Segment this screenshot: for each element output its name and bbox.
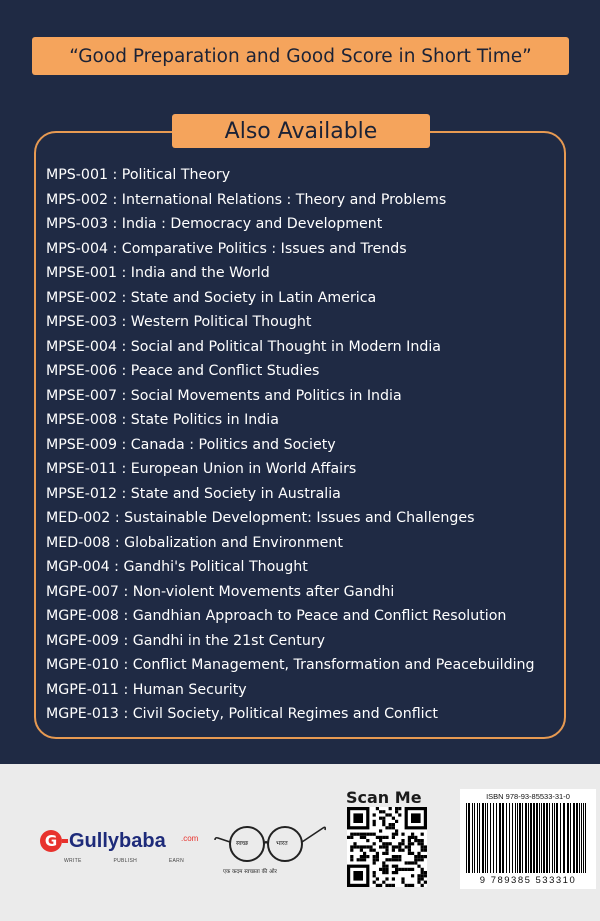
- course-item: MPSE-011 : European Union in World Affairs: [46, 461, 357, 477]
- isbn-label: ISBN 978-93-85533-31-0: [486, 792, 570, 801]
- course-list: [46, 163, 562, 727]
- bharat-word: भारत: [276, 840, 288, 847]
- publisher-domain: .com: [181, 834, 199, 843]
- qr-code: [347, 807, 427, 887]
- gandhi-glasses-icon: [213, 818, 328, 868]
- isbn-barcode: [460, 789, 596, 889]
- tag-earn: EARN: [168, 858, 184, 864]
- logo-dash: [62, 839, 68, 843]
- swachh-bharat-logo: [213, 818, 328, 878]
- course-item: MPS-003 : India : Democracy and Development: [46, 216, 383, 232]
- barcode-icon: [464, 803, 592, 875]
- course-item: MGP-004 : Gandhi's Political Thought: [46, 559, 308, 575]
- course-item: MED-002 : Sustainable Development: Issues and Challenges: [46, 510, 475, 526]
- course-item: MPSE-001 : India and the World: [46, 265, 270, 281]
- course-item: MPSE-008 : State Politics in India: [46, 412, 279, 428]
- course-item: MPSE-009 : Canada : Politics and Society: [46, 436, 336, 453]
- course-item: MGPE-011 : Human Security: [46, 681, 247, 698]
- course-item: MGPE-010 : Conflict Management, Transformation and Peacebuilding: [46, 657, 535, 673]
- course-item: MPS-001 : Political Theory: [46, 167, 231, 183]
- scan-me-label: Scan Me: [346, 788, 422, 807]
- course-item: MGPE-007 : Non-violent Movements after Gandhi: [46, 583, 395, 600]
- tagline-banner: “Good Preparation and Good Score in Short Time”: [32, 37, 569, 75]
- course-item: MGPE-013 : Civil Society, Political Regimes and Conflict: [46, 706, 438, 722]
- course-item: MGPE-008 : Gandhian Approach to Peace and Conflict Resolution: [46, 608, 507, 624]
- course-item: MPSE-004 : Social and Political Thought in Modern India: [46, 338, 442, 355]
- course-item: MPSE-006 : Peace and Conflict Studies: [46, 363, 320, 379]
- swachh-word: स्वच्छ: [236, 840, 249, 847]
- isbn-digits: 9 789385 533310: [479, 875, 577, 886]
- tag-publish: PUBLISH: [113, 858, 137, 864]
- logo-g-icon: G: [40, 830, 62, 852]
- course-item: MPSE-003 : Western Political Thought: [46, 314, 312, 330]
- course-item: MPS-002 : International Relations : Theory and Problems: [46, 191, 447, 208]
- publisher-name: Gullybaba: [69, 830, 166, 852]
- also-available-heading: Also Available: [172, 114, 430, 148]
- course-item: MPS-004 : Comparative Politics : Issues and Trends: [46, 240, 407, 257]
- course-item: MPSE-007 : Social Movements and Politics in India: [46, 387, 402, 404]
- course-item: MPSE-002 : State and Society in Latin America: [46, 289, 377, 306]
- swachh-tagline: एक कदम स्वच्छता की ओर: [223, 869, 277, 875]
- gullybaba-logo: [40, 830, 199, 870]
- course-item: MPSE-012 : State and Society in Australia: [46, 485, 341, 502]
- tag-write: WRITE: [64, 858, 82, 864]
- course-item: MED-008 : Globalization and Environment: [46, 534, 343, 551]
- publisher-tags: [64, 858, 184, 864]
- course-item: MGPE-009 : Gandhi in the 21st Century: [46, 632, 326, 649]
